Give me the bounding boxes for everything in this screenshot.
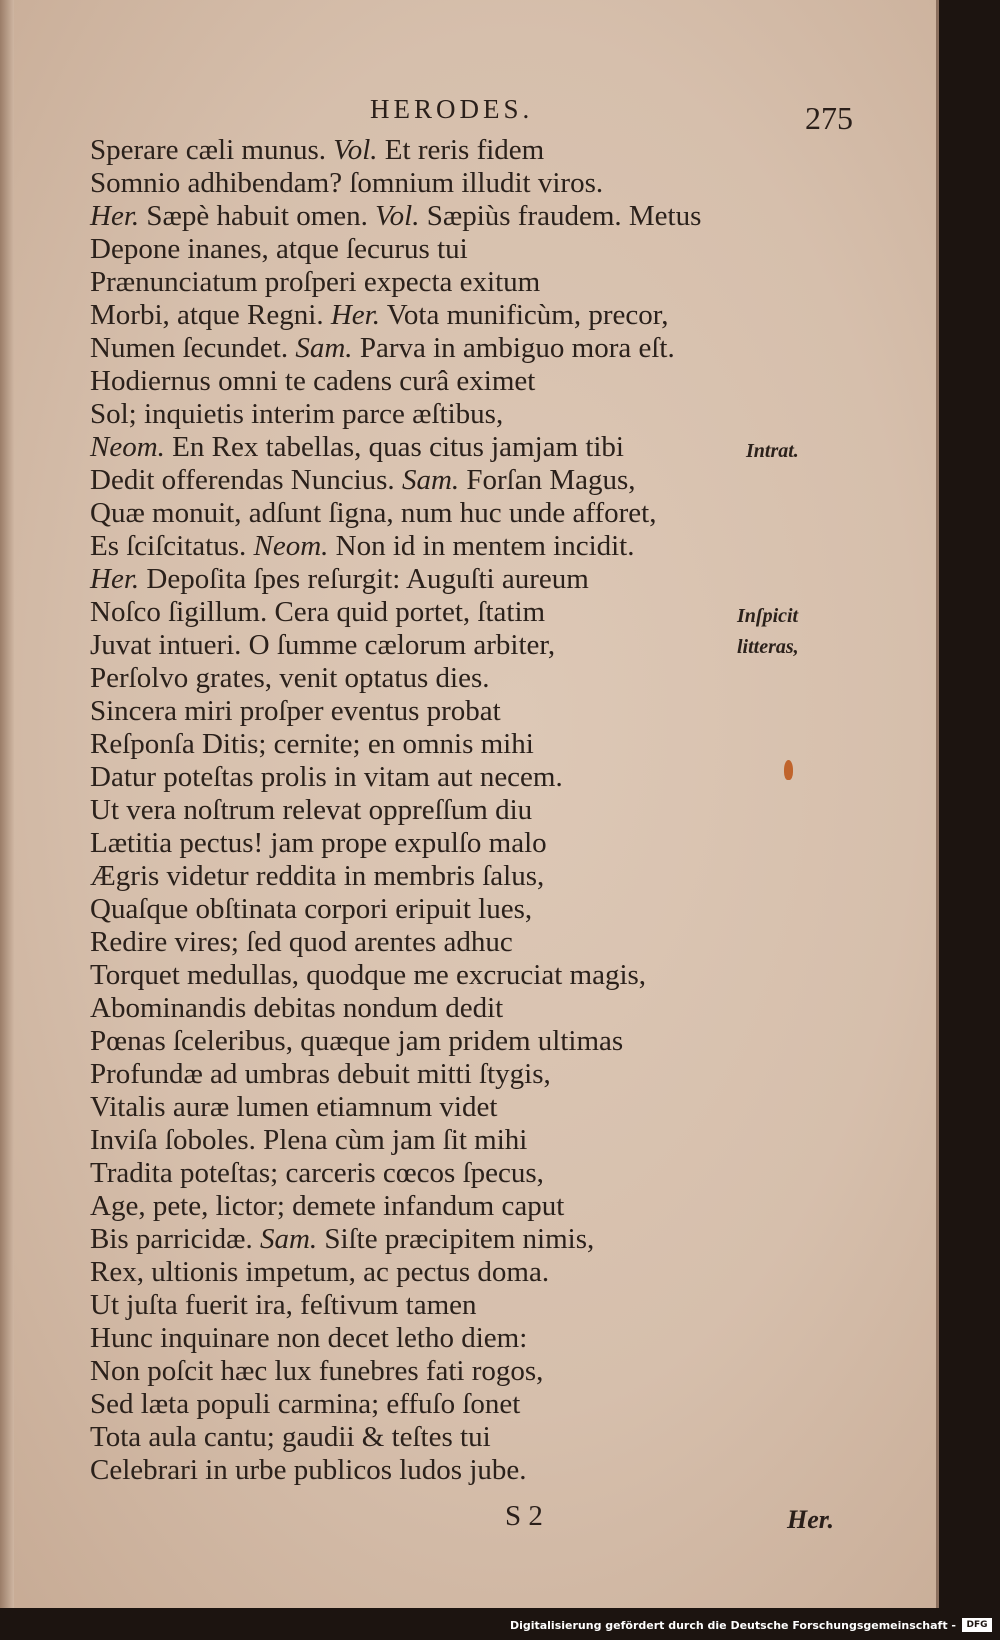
text-line: [90, 530, 790, 563]
text-line: [90, 134, 790, 167]
verse-segment: Rex, ultionis impetum, ac pectus doma.: [90, 1256, 550, 1288]
verse-segment: Parva in ambiguo mora eſt.: [352, 332, 675, 364]
text-line: [90, 200, 790, 233]
page-edge: [0, 0, 14, 1608]
verse-segment: Torquet medullas, quodque me excruciat magis,: [90, 959, 647, 991]
text-line: [90, 497, 790, 530]
text-line: [90, 431, 790, 464]
verse-segment: Tradita poteſtas; carceris cœcos ſpecus,: [90, 1157, 544, 1189]
verse-segment: Reſponſa Ditis; cernite; en omnis mihi: [90, 728, 534, 760]
text-line: [90, 365, 790, 398]
verse-segment: Dedit offerendas Nuncius.: [90, 464, 402, 496]
text-line: [90, 332, 790, 365]
text-line: [90, 596, 790, 629]
verse-segment: Non poſcit hæc lux funebres fati rogos,: [90, 1355, 544, 1387]
speaker-abbreviation: Vol.: [375, 200, 420, 232]
verse-segment: En Rex tabellas, quas citus jamjam tibi: [164, 431, 624, 463]
verse-segment: Quæ monuit, adſunt ſigna, num huc unde afforet,: [90, 497, 657, 529]
verse-segment: Datur poteſtas prolis in vitam aut necem.: [90, 761, 563, 793]
stage-direction-inspicit: Inſpicit: [737, 605, 799, 627]
verse-segment: Es ſciſcitatus.: [90, 530, 254, 562]
verse-segment: Et reris fidem: [377, 134, 545, 166]
text-line: [90, 1058, 790, 1091]
verse-segment: Pœnas ſceleribus, quæque jam pridem ultimas: [90, 1025, 624, 1057]
verse-segment: Vitalis auræ lumen etiamnum videt: [90, 1091, 498, 1123]
verse-segment: Bis parricidæ.: [90, 1223, 260, 1255]
verse-segment: Sæpè habuit omen.: [139, 200, 376, 232]
text-line: [90, 761, 790, 794]
speaker-abbreviation: Her.: [330, 299, 380, 331]
verse-segment: Tota aula cantu; gaudii & teſtes tui: [90, 1421, 491, 1453]
text-line: [90, 827, 790, 860]
text-line: [90, 1025, 790, 1058]
text-line: [90, 662, 790, 695]
speaker-abbreviation: Her.: [90, 563, 140, 595]
verse-segment: Vota munificùm, precor,: [379, 299, 669, 331]
verse-segment: Inviſa ſoboles. Plena cùm jam ſit mihi: [90, 1124, 528, 1156]
text-line: [90, 728, 790, 761]
verse-segment: Hodiernus omni te cadens curâ eximet: [90, 365, 536, 397]
signature-mark: S 2: [505, 1500, 543, 1532]
speaker-abbreviation: Sam.: [259, 1223, 318, 1255]
funding-credit: Digitalisierung gefördert durch die Deutsche Forschungsgemeinschaft -: [509, 1619, 956, 1632]
text-line: [90, 1355, 790, 1388]
verse-segment: Morbi, atque Regni.: [90, 299, 331, 331]
speaker-abbreviation: Her.: [90, 200, 140, 232]
verse-segment: Siſte præcipitem nimis,: [317, 1223, 595, 1255]
text-line: [90, 1289, 790, 1322]
text-line: [90, 1223, 790, 1256]
verse-segment: Numen ſecundet.: [90, 332, 296, 364]
text-line: [90, 464, 790, 497]
running-title: HERODES.: [370, 94, 534, 124]
text-line: [90, 299, 790, 332]
paper-stain: [784, 760, 793, 780]
verse-segment: Abominandis debitas nondum dedit: [90, 992, 504, 1024]
text-line: [90, 1091, 790, 1124]
text-line: [90, 794, 790, 827]
verse-segment: Prænunciatum proſperi expecta exitum: [90, 266, 541, 298]
text-line: [90, 398, 790, 431]
verse-segment: Redire vires; ſed quod arentes adhuc: [90, 926, 513, 958]
speaker-abbreviation: Vol.: [333, 134, 378, 166]
text-line: [90, 1421, 790, 1454]
text-line: [90, 926, 790, 959]
verse-segment: Ut juſta fuerit ira, feſtivum tamen: [90, 1289, 477, 1321]
text-line: [90, 992, 790, 1025]
speaker-abbreviation: Neom.: [90, 431, 165, 463]
text-line: [90, 1124, 790, 1157]
text-line: [90, 959, 790, 992]
text-line: [90, 1190, 790, 1223]
verse-segment: Ægris videtur reddita in membris ſalus,: [90, 860, 545, 892]
text-line: [90, 1454, 790, 1487]
speaker-abbreviation: Sam.: [401, 464, 460, 496]
verse-segment: Sperare cæli munus.: [90, 134, 334, 166]
text-line: [90, 1256, 790, 1289]
text-line: [90, 629, 790, 662]
verse-segment: Depoſita ſpes reſurgit: Auguſti aureum: [139, 563, 589, 595]
text-line: [90, 266, 790, 299]
verse-segment: Forſan Magus,: [459, 464, 636, 496]
text-line: [90, 1157, 790, 1190]
text-line: [90, 1322, 790, 1355]
catchword: Her.: [787, 1505, 834, 1534]
verse-segment: Sol; inquietis interim parce æſtibus,: [90, 398, 504, 430]
stage-direction-intrat: Intrat.: [746, 440, 799, 462]
text-line: [90, 1388, 790, 1421]
speaker-abbreviation: Sam.: [295, 332, 353, 364]
verse-segment: Perſolvo grates, venit optatus dies.: [90, 662, 490, 694]
text-line: [90, 695, 790, 728]
verse-segment: Celebrari in urbe publicos ludos jube.: [90, 1454, 527, 1486]
verse-segment: Somnio adhibendam? ſomnium illudit viros.: [90, 167, 604, 199]
digitization-footer: [0, 1608, 1000, 1640]
dfg-logo-icon: DFG: [962, 1618, 992, 1632]
verse-segment: Sed læta populi carmina; effuſo ſonet: [90, 1388, 521, 1420]
verse-segment: Juvat intueri. O ſumme cælorum arbiter,: [90, 629, 556, 661]
text-line: [90, 233, 790, 266]
verse-segment: Depone inanes, atque ſecurus tui: [90, 233, 468, 265]
verse-segment: Noſco ſigillum. Cera quid portet, ſtatim: [90, 596, 546, 628]
verse-segment: Quaſque obſtinata corpori eripuit lues,: [90, 893, 533, 925]
verse-segment: Ut vera noſtrum relevat oppreſſum diu: [90, 794, 533, 826]
text-line: [90, 860, 790, 893]
verse-segment: Sincera miri proſper eventus probat: [90, 695, 501, 727]
verse-segment: Hunc inquinare non decet letho diem:: [90, 1322, 528, 1354]
verse-segment: Lætitia pectus! jam prope expulſo malo: [90, 827, 547, 859]
page-header: [0, 90, 936, 136]
verse-segment: Profundæ ad umbras debuit mitti ſtygis,: [90, 1058, 551, 1090]
text-line: [90, 563, 790, 596]
verse-text: [90, 134, 790, 1487]
text-line: [90, 167, 790, 200]
verse-segment: Sæpiùs fraudem. Metus: [419, 200, 702, 232]
speaker-abbreviation: Neom.: [253, 530, 329, 562]
page-number: 275: [805, 100, 853, 136]
text-line: [90, 893, 790, 926]
verse-segment: Age, pete, lictor; demete infandum caput: [90, 1190, 565, 1222]
stage-direction-litteras: litteras,: [737, 636, 799, 658]
verse-segment: Non id in mentem incidit.: [328, 530, 635, 562]
